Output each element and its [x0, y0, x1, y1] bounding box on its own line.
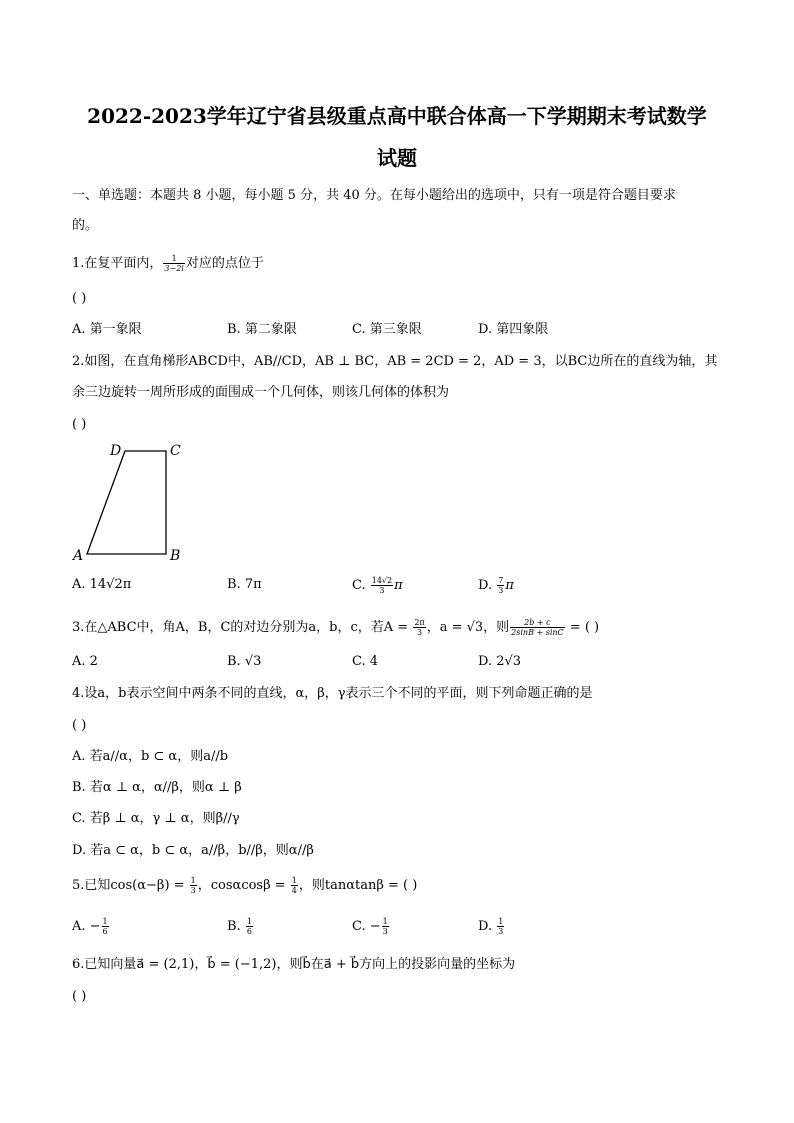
q2-option-c-frac [371, 576, 393, 595]
q3-angle-num: 2π [414, 618, 425, 627]
question-2: 2.如图，在直角梯形ABCD中，AB//CD，AB ⊥ BC，AB = 2CD = 2，AD = 3，以BC边所在的直线为轴，其 [72, 354, 718, 369]
q5-value1-num: 1 [190, 876, 196, 885]
q5-option-a [72, 917, 110, 936]
q1-paren: ( ) [72, 291, 87, 306]
q5-option-d [478, 917, 505, 936]
q1-suffix: 对应的点位于 [185, 256, 264, 271]
vertex-label-d: D [110, 443, 122, 459]
q5-option-a-prefix: A. − [72, 919, 101, 934]
q1-option-d: D. 第四象限 [478, 322, 549, 337]
q5-option-d-frac [497, 917, 504, 936]
q2-option-c-den: 3 [379, 586, 385, 595]
q1-option-a: A. 第一象限 [72, 322, 142, 337]
q5-prefix: 5.已知cos(α−β) = [72, 878, 189, 893]
trapezoid-diagram [70, 437, 190, 567]
q5-option-a-frac [102, 917, 109, 936]
q3-option-d: D. 2√3 [478, 654, 522, 669]
q2-option-d-prefix: D. [478, 578, 497, 593]
q5-option-d-num: 1 [498, 917, 504, 926]
q5-middle: ，cosαcosβ = [197, 878, 290, 893]
q5-option-d-den: 3 [498, 927, 504, 936]
q3-option-c: C. 4 [352, 654, 379, 669]
q3-expr-frac [510, 618, 565, 637]
q5-option-c-num: 1 [382, 917, 388, 926]
q5-option-a-num: 1 [102, 917, 108, 926]
q5-value2-frac [291, 876, 298, 895]
q4-paren: ( ) [72, 718, 87, 733]
q2-option-c [352, 576, 403, 595]
q5-value2-den: 4 [291, 886, 297, 895]
q1-frac-num: 1 [163, 254, 184, 264]
q5-value2-num: 1 [291, 876, 297, 885]
question-4: 4.设a，b表示空间中两条不同的直线，α，β，γ表示三个不同的平面，则下列命题正确的是 [72, 686, 593, 701]
q1-fraction [163, 254, 184, 273]
section-heading-cont: 的。 [72, 218, 99, 233]
q2-option-b: B. 7π [227, 577, 262, 592]
q3-option-b: B. √3 [227, 654, 262, 669]
q5-option-b-prefix: B. [227, 919, 245, 934]
q5-option-c-den: 3 [382, 927, 388, 936]
q2-option-d [478, 576, 514, 595]
q3-expr-num: 2b + c [510, 618, 565, 628]
exam-title-line1: 2022-2023学年辽宁省县级重点高中联合体高一下学期期末考试数学 [87, 104, 707, 128]
vertex-label-c: C [170, 443, 181, 459]
q3-expr-den: 2sinB + sinC [511, 628, 564, 637]
q2-option-c-prefix: C. [352, 578, 370, 593]
q5-option-b-den: 6 [246, 927, 252, 936]
q4-option-b: B. 若α ⊥ α，α//β，则α ⊥ β [72, 780, 242, 795]
q3-angle-frac [413, 618, 425, 637]
q6-paren: ( ) [72, 989, 87, 1004]
q2-option-c-num: 14√2 [371, 576, 393, 585]
q3-option-a: A. 2 [72, 654, 98, 669]
q5-option-d-prefix: D. [478, 919, 497, 934]
section-heading: 一、单选题：本题共 8 小题，每小题 5 分，共 40 分。在每小题给出的选项中，只有一项是符合题目要求 [72, 188, 676, 203]
q2-option-d-frac [497, 576, 504, 595]
q2-option-a: A. 14√2π [72, 577, 132, 592]
question-5 [72, 876, 417, 895]
q4-option-c: C. 若β ⊥ α，γ ⊥ α，则β//γ [72, 811, 240, 826]
q3-suffix: = ( ) [565, 620, 600, 635]
q4-option-d: D. 若a ⊂ α，b ⊂ α，a//β，b//β，则α//β [72, 843, 314, 858]
q1-option-c: C. 第三象限 [352, 322, 422, 337]
q1-prefix: 1.在复平面内， [72, 256, 163, 271]
q3-prefix: 3.在△ABC中，角A，B，C的对边分别为a，b，c，若A = [72, 620, 413, 635]
q4-option-a: A. 若a//α，b ⊂ α，则a//b [72, 749, 229, 764]
q5-suffix: ，则tanαtanβ = ( ) [298, 878, 418, 893]
q1-frac-den: 3−2i [164, 264, 184, 273]
q3-angle-den: 3 [416, 628, 423, 637]
q2-option-c-suffix: π [394, 578, 403, 593]
trapezoid-figure [70, 437, 190, 567]
exam-title-line2: 试题 [377, 146, 417, 170]
q3-middle: ，a = √3，则 [426, 620, 510, 635]
q5-value1-frac [190, 876, 197, 895]
question-3 [72, 618, 599, 637]
q5-option-c-prefix: C. − [352, 919, 381, 934]
q5-option-b-num: 1 [246, 917, 252, 926]
q2-option-d-suffix: π [505, 578, 514, 593]
q2-paren: ( ) [72, 417, 87, 432]
q5-option-b-frac [246, 917, 253, 936]
q2-option-d-den: 3 [498, 586, 504, 595]
question-6: 6.已知向量a⃗ = (2,1)，b⃗ = (−1,2)，则b⃗在a⃗ + b⃗方向上的投影向量的坐标为 [72, 957, 516, 972]
q5-option-a-den: 6 [102, 927, 108, 936]
question-2-cont: 余三边旋转一周所形成的面围成一个几何体，则该几何体的体积为 [72, 385, 450, 400]
q5-option-b [227, 917, 254, 936]
vertex-label-a: A [73, 548, 84, 564]
question-1 [72, 254, 264, 273]
vertex-label-b: B [170, 548, 181, 564]
q5-value1-den: 3 [190, 886, 196, 895]
q5-option-c [352, 917, 390, 936]
q5-option-c-frac [382, 917, 389, 936]
q1-option-b: B. 第二象限 [227, 322, 297, 337]
q2-option-d-num: 7 [498, 576, 504, 585]
trapezoid-shape [87, 451, 166, 554]
